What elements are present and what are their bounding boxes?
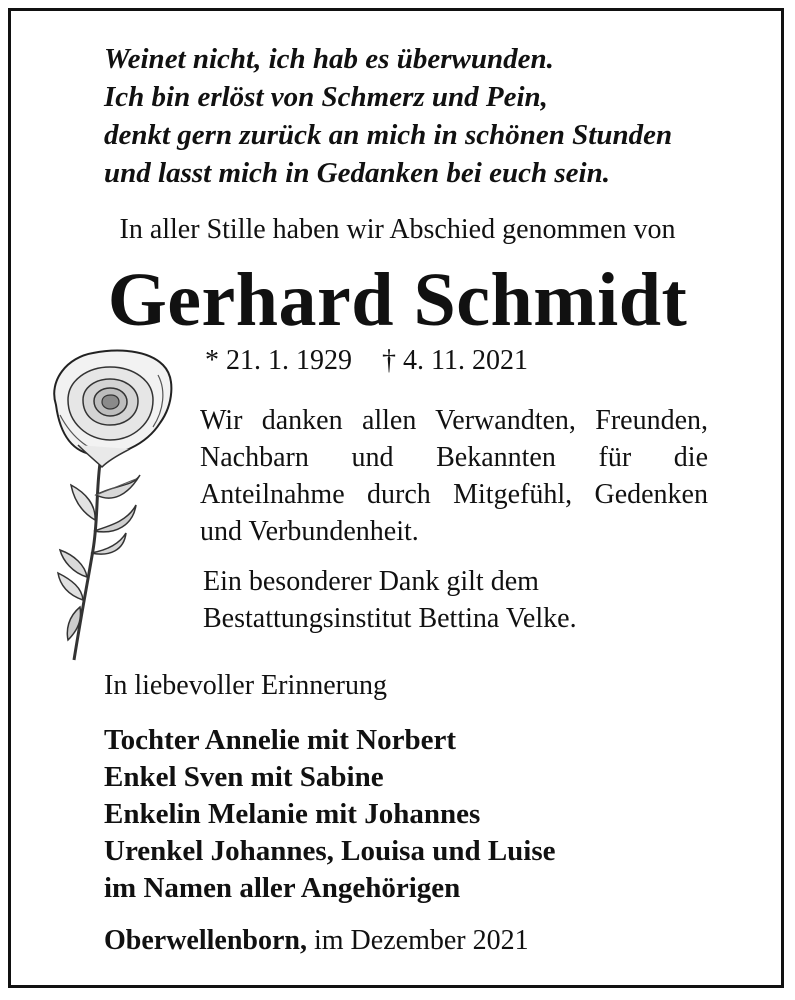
thanks-text: Wir danken allen Verwandten, Freunden, Nachbarn und Bekannten für die Anteilnahme durch Mitgefühl, Gedenken und Verbundenheit.	[200, 405, 708, 547]
family-member-line: Enkelin Melanie mit Johannes	[104, 798, 481, 830]
life-dates	[205, 343, 528, 379]
special-thanks-line: Ein besonderer Dank gilt dem	[203, 566, 539, 597]
family-member-line: im Namen aller Angehörigen	[104, 872, 461, 904]
poem-line: und lasst mich in Gedanken bei euch sein.	[104, 157, 610, 189]
death-date: † 4. 11. 2021	[382, 345, 528, 376]
poem-line: denkt gern zurück an mich in schönen Stunden	[104, 119, 673, 151]
poem	[104, 40, 672, 192]
rose-illustration-icon	[38, 345, 188, 665]
poem-line: Weinet nicht, ich hab es überwunden.	[104, 43, 554, 75]
intro-text: In aller Stille haben wir Abschied genommen von	[119, 214, 676, 245]
special-thanks	[203, 563, 577, 637]
place-city: Oberwellenborn,	[104, 925, 307, 956]
poem-line: Ich bin erlöst von Schmerz und Pein,	[104, 81, 548, 113]
family-member-line: Enkel Sven mit Sabine	[104, 761, 384, 793]
deceased-name: Gerhard Schmidt	[107, 258, 688, 342]
place-and-date	[104, 923, 529, 959]
notice-date: im Dezember 2021	[314, 925, 529, 956]
memory-text: In liebevoller Erinnerung	[104, 670, 388, 701]
special-thanks-line: Bestattungsinstitut Bettina Velke.	[203, 603, 577, 634]
family-member-line: Tochter Annelie mit Norbert	[104, 724, 456, 756]
family-member-line: Urenkel Johannes, Louisa und Luise	[104, 835, 556, 867]
family-list	[104, 722, 556, 907]
birth-date: * 21. 1. 1929	[205, 345, 352, 376]
